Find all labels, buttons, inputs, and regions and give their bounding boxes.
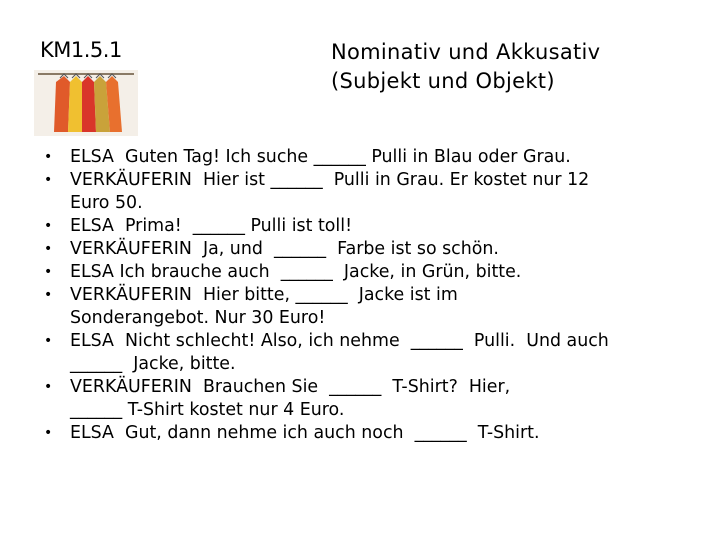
- bullet: •: [44, 241, 53, 257]
- line-continuation: ______ T-Shirt kostet nur 4 Euro.: [70, 400, 345, 420]
- line-text: ELSA Guten Tag! Ich suche ______ Pulli in Blau oder Grau.: [70, 147, 571, 167]
- bullet: •: [44, 218, 53, 234]
- bullet: •: [44, 149, 53, 165]
- bullet: •: [44, 287, 53, 303]
- bullet: •: [44, 333, 53, 349]
- list-item: [44, 284, 700, 330]
- document-code: KM1.5.1: [40, 38, 122, 62]
- line-text: VERKÄUFERIN Hier ist ______ Pulli in Grau. Er kostet nur 12: [70, 170, 590, 190]
- page-title: [331, 38, 600, 96]
- line-text: VERKÄUFERIN Hier bitte, ______ Jacke ist im: [70, 285, 458, 305]
- bullet: •: [44, 172, 53, 188]
- title-line-2: (Subjekt und Objekt): [331, 69, 555, 93]
- clothes-rack-image: [34, 70, 138, 136]
- line-text: ELSA Nicht schlecht! Also, ich nehme ______ Pulli. Und auch: [70, 331, 609, 351]
- line-continuation: Sonderangebot. Nur 30 Euro!: [70, 308, 326, 328]
- list-item: [44, 422, 700, 445]
- line-text: ELSA Prima! ______ Pulli ist toll!: [70, 216, 353, 236]
- line-text: VERKÄUFERIN Brauchen Sie ______ T-Shirt? Hier,: [70, 377, 511, 397]
- list-item: [44, 330, 700, 376]
- line-text: ELSA Gut, dann nehme ich auch noch ______ T-Shirt.: [70, 423, 540, 443]
- line-text: ELSA Ich brauche auch ______ Jacke, in Grün, bitte.: [70, 262, 522, 282]
- list-item: [44, 215, 700, 238]
- bullet: •: [44, 379, 53, 395]
- bullet: •: [44, 425, 53, 441]
- list-item: [44, 146, 700, 169]
- list-item: [44, 376, 700, 422]
- list-item: [44, 238, 700, 261]
- line-text: VERKÄUFERIN Ja, und ______ Farbe ist so schön.: [70, 239, 499, 259]
- exercise-list: [44, 146, 700, 445]
- bullet: •: [44, 264, 53, 280]
- line-continuation: ______ Jacke, bitte.: [70, 354, 236, 374]
- list-item: [44, 169, 700, 215]
- line-continuation: Euro 50.: [70, 193, 143, 213]
- list-item: [44, 261, 700, 284]
- title-line-1: Nominativ und Akkusativ: [331, 40, 601, 64]
- hanging-clothes-icon: [54, 74, 122, 132]
